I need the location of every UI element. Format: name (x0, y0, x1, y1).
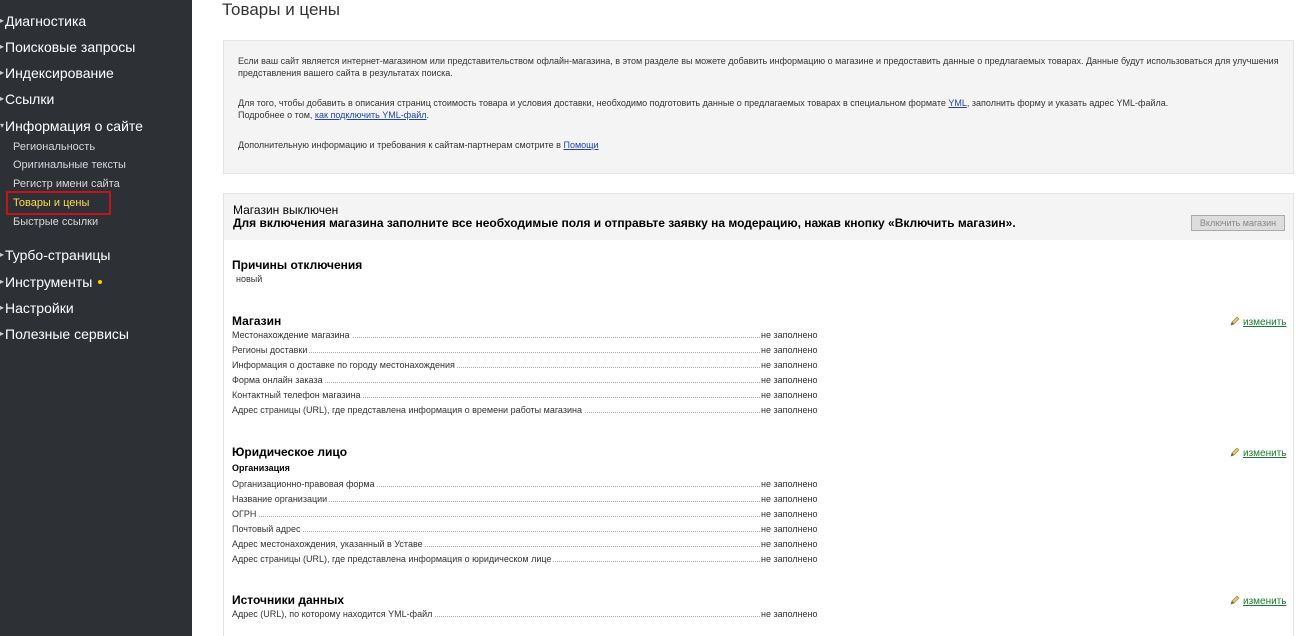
edit-label: изменить (1243, 448, 1287, 459)
chevron-right-icon: ▸ (0, 303, 5, 312)
sidebar-item-label: Информация о сайте (5, 118, 143, 134)
sidebar-item-links[interactable] (0, 89, 54, 109)
pencil-icon (1230, 316, 1240, 326)
edit-shop-link[interactable] (1230, 315, 1287, 327)
row-value: не заполнено (761, 524, 818, 534)
sidebar-item-label: Поисковые запросы (5, 39, 136, 55)
reasons-title: Причины отключения (232, 258, 363, 272)
table-row (232, 344, 832, 359)
pencil-icon (1230, 447, 1240, 457)
row-label: Регионы доставки (232, 345, 308, 355)
pencil-icon (1230, 595, 1240, 605)
shop-section-title: Магазин (232, 314, 282, 328)
sidebar-subitem-site-name-case[interactable] (13, 176, 120, 192)
chevron-right-icon: ▸ (0, 68, 5, 77)
row-value: не заполнено (761, 554, 818, 564)
sidebar-subitem-label: Быстрые ссылки (13, 216, 99, 228)
sidebar-item-turbo-pages[interactable] (0, 245, 110, 265)
table-row (232, 359, 832, 374)
sidebar-item-useful-services[interactable] (0, 324, 129, 344)
sidebar-subitem-label: Товары и цены (13, 197, 90, 209)
row-value: не заполнено (761, 479, 818, 489)
dotted-leader (232, 516, 760, 517)
table-row (232, 389, 832, 404)
info-text: , заполнить форму и указать адрес YML-файла. (966, 98, 1169, 108)
shop-status-header (224, 194, 1293, 240)
yml-link[interactable]: YML (948, 98, 967, 108)
sidebar-item-label: Индексирование (5, 65, 114, 81)
row-value: не заполнено (761, 539, 818, 549)
row-label: Почтовый адрес (232, 524, 301, 534)
sidebar-item-label: Ссылки (5, 91, 55, 107)
sidebar-subitem-label: Региональность (13, 141, 96, 153)
legal-section-title: Юридическое лицо (232, 445, 348, 459)
row-value: не заполнено (761, 509, 818, 519)
row-label: Форма онлайн заказа (232, 375, 323, 385)
edit-label: изменить (1243, 317, 1287, 328)
dotted-leader (232, 352, 760, 353)
table-row (232, 508, 832, 523)
row-label: Местонахождение магазина (232, 330, 350, 340)
row-label: Название организации (232, 494, 328, 504)
sidebar-item-label: Настройки (5, 300, 74, 316)
sidebar-subitem-regionality[interactable] (13, 139, 95, 155)
reasons-value: новый (236, 274, 263, 284)
sidebar-item-indexing[interactable] (0, 63, 114, 83)
chevron-right-icon: ▸ (0, 277, 5, 286)
table-row (232, 608, 832, 623)
sidebar-item-tools[interactable] (0, 272, 102, 292)
chevron-right-icon: ▸ (0, 42, 5, 51)
info-text: Дополнительную информацию и требования к сайтам-партнерам смотрите в (238, 140, 564, 150)
sidebar-item-label: Турбо-страницы (5, 247, 111, 263)
row-value: не заполнено (761, 609, 818, 619)
page-title: Товары и цены (222, 0, 341, 19)
info-paragraph-help (238, 139, 1283, 151)
row-value: не заполнено (761, 405, 818, 415)
row-value: не заполнено (761, 375, 818, 385)
info-text: Для того, чтобы добавить в описания страниц стоимость товара и условия доставки, необходимо подготовить данные о предлагаемых товарах в специальном формате (238, 98, 949, 108)
sidebar-subitem-label: Оригинальные тексты (13, 159, 126, 171)
sidebar-item-search-queries[interactable] (0, 37, 135, 57)
row-label: ОГРН (232, 509, 257, 519)
edit-sources-link[interactable] (1230, 594, 1287, 606)
row-label: Контактный телефон магазина (232, 390, 361, 400)
row-label: Организационно-правовая форма (232, 479, 375, 489)
chevron-down-icon: ▾ (0, 121, 5, 130)
row-value: не заполнено (761, 360, 818, 370)
row-value: не заполнено (761, 494, 818, 504)
shop-status-title: Магазин выключен (233, 203, 339, 217)
table-row (232, 329, 832, 344)
edit-label: изменить (1243, 596, 1287, 607)
chevron-right-icon: ▸ (0, 94, 5, 103)
info-paragraph-intro: Если ваш сайт является интернет-магазином или представительством офлайн-магазина, в этом разделе вы можете добавить информацию о магазине и предоставить данные о предлагаемых товарах. Данные будут использоваться для улучшения представления вашего сайта в результатах поиска. (238, 56, 1279, 78)
table-row (232, 374, 832, 389)
edit-legal-link[interactable] (1230, 446, 1287, 458)
sidebar-item-label: Диагностика (5, 13, 87, 29)
info-text: . (426, 110, 429, 120)
table-row (232, 404, 832, 419)
shop-status-description: Для включения магазина заполните все необходимые поля и отправьте заявку на модерацию, нажав кнопку «Включить магазин». (233, 216, 1016, 230)
row-label: Адрес страницы (URL), где представлена информация о времени работы магазина (232, 405, 582, 415)
info-box (223, 40, 1294, 174)
sidebar-item-site-info[interactable] (0, 116, 143, 136)
sidebar-item-settings[interactable] (0, 298, 74, 318)
row-label: Информация о доставке по городу местонахождения (232, 360, 455, 370)
row-value: не заполнено (761, 345, 818, 355)
connect-yml-link[interactable]: как подключить YML-файл (314, 110, 427, 120)
table-row (232, 478, 832, 493)
sidebar (0, 0, 192, 636)
sidebar-item-label: Полезные сервисы (5, 326, 129, 342)
chevron-right-icon: ▸ (0, 250, 5, 259)
sidebar-subitem-label: Регистр имени сайта (13, 178, 120, 190)
chevron-right-icon: ▸ (0, 16, 5, 25)
table-row (232, 493, 832, 508)
sources-section-title: Источники данных (232, 593, 345, 607)
info-text: Подробнее о том, (238, 110, 315, 120)
chevron-right-icon: ▸ (0, 329, 5, 338)
table-row (232, 553, 832, 568)
dotted-leader (232, 531, 760, 532)
row-value: не заполнено (761, 390, 818, 400)
row-value: не заполнено (761, 330, 818, 340)
notification-dot-icon (98, 280, 102, 284)
table-row (232, 523, 832, 538)
table-row (232, 538, 832, 553)
organization-subtitle: Организация (232, 463, 290, 473)
row-label: Адрес (URL), по которому находится YML-файл (232, 609, 433, 619)
sidebar-subitem-original-texts[interactable] (13, 157, 126, 173)
enable-shop-button[interactable]: Включить магазин (1191, 215, 1285, 231)
info-paragraph-yml (238, 97, 1283, 121)
sidebar-item-diagnostics[interactable] (0, 11, 86, 31)
row-label: Адрес местонахождения, указанный в Уставе (232, 539, 423, 549)
row-label: Адрес страницы (URL), где представлена информация о юридическом лице (232, 554, 552, 564)
sidebar-item-label: Инструменты (5, 274, 93, 290)
help-link[interactable]: Помощи (563, 140, 599, 150)
sidebar-subitem-products-prices[interactable] (13, 195, 89, 211)
sidebar-subitem-quick-links[interactable] (13, 214, 98, 230)
